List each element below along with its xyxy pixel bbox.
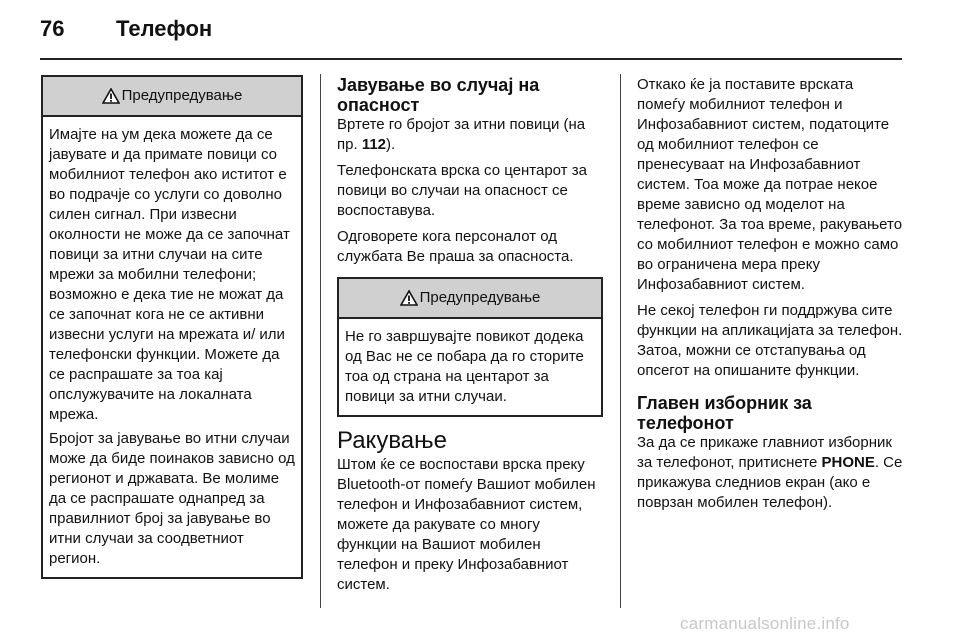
warning-label: Предупредување — [419, 289, 541, 306]
warning-icon — [102, 88, 120, 104]
page-title: Телефон — [116, 16, 213, 41]
section-heading-phone-menu: Главен изборник за телефонот — [637, 393, 812, 433]
warning-body — [43, 117, 301, 577]
warning-body — [339, 319, 601, 415]
paragraph: Штом ќе се воспостави врска преку Bluetooth-от помеѓу Вашиот мобилен телефон и Инфозабавниот систем, можете да ракувате со многу функции на Вашиот мобилен телефон и преку Инфозабавниот систем. — [337, 456, 596, 593]
section-title-operation: Ракување — [337, 427, 448, 454]
emergency-number: 112 — [361, 136, 387, 153]
paragraph: Вртете го бројот за итни повици (на пр. 112). — [337, 116, 586, 153]
paragraph: Откако ќе ја поставите врската помеѓу мобилниот телефон и Инфозабавниот систем, податоците од мобилниот телефон се пренесуваат на Инфозабавниот систем. Тоа може да потрае некое време зависно од моделот на телефонот. За тоа време, ракувањето со мобилниот телефон е можно само во ограничена мера преку Инфозабавниот систем. — [637, 76, 903, 293]
warning-paragraph: Имајте на ум дека можете да се јавувате и да примате повици со мобилниот телефон ако иститот е во подрачје со услуги со доволно силен сигнал. При извесни околности не може да се започнат повици за итни случаи на сите мрежи за мобилни телефони; возможно е дека тие не можат да се започнат кога не се активни извесни услуги на мрежата и/ или телефонски функции. Можете да се распрашате за тоа кај опслужувачите на локалната мрежа. — [49, 126, 290, 423]
warning-header — [339, 279, 601, 319]
warning-paragraph: Бројот за јавување во итни случаи може да биде поинаков зависно од регионот и државата. Ве молиме да се распрашате однапред за правилниот број за јавување во итни случаи за соодветниот регион. — [49, 430, 295, 567]
warning-icon — [400, 290, 418, 306]
paragraph: Телефонската врска со центарот за повици во случаи на опасност се воспоставува. — [337, 162, 587, 219]
column-divider — [320, 74, 321, 608]
watermark-text: carmanualsonline.info — [680, 614, 850, 633]
warning-paragraph: Не го завршувајте повикот додека од Вас не се побара да го сторите тоа од страна на центарот за повици за итни случаи. — [345, 328, 584, 405]
warning-label: Предупредување — [121, 87, 243, 104]
warning-box — [41, 75, 303, 579]
section-heading-emergency: Јавување во случај на опасност — [337, 75, 540, 115]
column-divider — [620, 74, 621, 608]
column-middle — [337, 75, 603, 601]
page-number: 76 — [40, 16, 65, 41]
paragraph: Не секој телефон ги поддржува сите функции на апликацијата за телефон. Затоа, можни се отстапувања од опсегот на опишаните функции. — [637, 302, 903, 379]
paragraph: За да се прикаже главниот изборник за телефонот, притиснете PHONE. Се прикажува следниов екран (ако е поврзан мобилен телефон). — [637, 434, 903, 511]
column-right — [637, 75, 903, 519]
column-left — [41, 75, 303, 579]
phone-key-label: PHONE — [821, 454, 875, 471]
header-rule — [40, 58, 902, 60]
paragraph: Одговорете кога персоналот од службата Ве праша за опасноста. — [337, 228, 574, 265]
warning-box — [337, 277, 603, 417]
warning-header — [43, 77, 301, 117]
